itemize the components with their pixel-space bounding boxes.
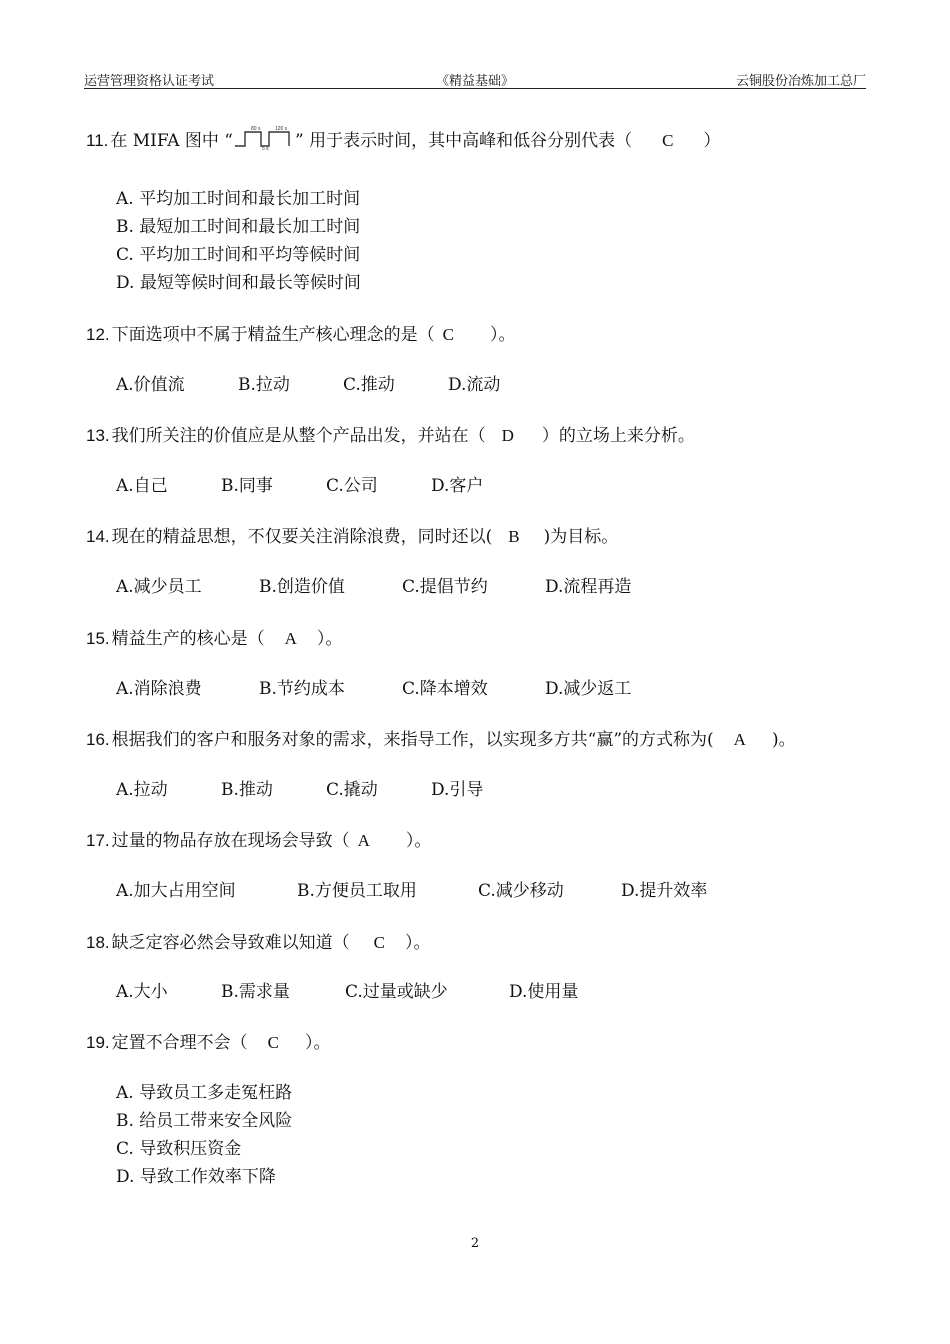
- question-12: [86, 320, 515, 345]
- question-text-after: ” 用于表示时间，其中高峰和低谷分别代表（: [295, 131, 633, 151]
- options-row: [116, 370, 500, 395]
- page-header: [84, 68, 866, 89]
- options-row: [116, 876, 707, 901]
- header-course-title: 《精益基础》: [435, 74, 514, 89]
- question-text: 根据我们的客户和服务对象的需求，来指导工作，以实现多方共“赢”的方式称为(: [111, 730, 714, 750]
- question-close: ）。: [404, 933, 431, 953]
- answer: A: [733, 730, 746, 749]
- question-15: [86, 624, 342, 649]
- option-b: B.拉动: [238, 375, 290, 395]
- answer: C: [267, 1033, 279, 1052]
- option-d: D.引导: [431, 780, 484, 800]
- option-a: A.拉动: [116, 780, 168, 800]
- options-row: [116, 674, 631, 699]
- option-b: B.推动: [221, 780, 273, 800]
- question-close: ）。: [405, 831, 432, 851]
- question-text: 缺乏定容必然会导致难以知道（: [111, 933, 350, 953]
- question-number: 16.: [86, 730, 110, 749]
- option-d: D. 导致工作效率下降: [116, 1167, 276, 1187]
- question-11: [86, 124, 720, 151]
- question-close: ）。: [489, 325, 516, 345]
- question-number: 12.: [86, 325, 110, 344]
- question-14: [86, 522, 618, 547]
- wave-label-valley: 5 s: [262, 146, 269, 150]
- question-number: 19.: [86, 1033, 110, 1052]
- option-c: C.减少移动: [478, 881, 564, 901]
- option-a: A. 平均加工时间和最长加工时间: [116, 189, 361, 209]
- question-number: 17.: [86, 831, 110, 850]
- answer: C: [662, 131, 674, 150]
- answer: B: [508, 527, 520, 546]
- option-c: C. 平均加工时间和平均等候时间: [116, 245, 361, 265]
- question-close: )。: [771, 730, 796, 750]
- option-a: A.自己: [116, 476, 168, 496]
- option-d: D.减少返工: [545, 679, 632, 699]
- time-wave-icon: [233, 124, 295, 150]
- header-organization: 云铜股份冶炼加工总厂: [735, 74, 866, 89]
- question-number: 18.: [86, 933, 110, 952]
- option-d: D. 最短等候时间和最长等候时间: [116, 273, 361, 293]
- question-close: )为目标。: [543, 527, 619, 547]
- header-exam-title: 运营管理资格认证考试: [84, 74, 215, 89]
- question-close: ）: [703, 131, 721, 151]
- option-a: A. 导致员工多走冤枉路: [116, 1083, 293, 1103]
- option-c: C.提倡节约: [402, 577, 488, 597]
- option-c: C.公司: [326, 476, 378, 496]
- option-b: B.需求量: [221, 982, 290, 1002]
- question-text-before: 在 MIFA 图中 “: [110, 131, 233, 151]
- question-text: 现在的精益思想，不仅要关注消除浪费，同时还以(: [111, 527, 493, 547]
- option-b: B.创造价值: [259, 577, 345, 597]
- option-a: A.大小: [116, 982, 168, 1002]
- option-b: B. 最短加工时间和最长加工时间: [116, 217, 361, 237]
- options-row: [116, 977, 578, 1002]
- option-d: D.使用量: [509, 982, 579, 1002]
- answer: A: [284, 629, 297, 648]
- option-c: C.推动: [343, 375, 395, 395]
- question-close: ）的立场上来分析。: [541, 426, 695, 446]
- options-row: [116, 572, 631, 597]
- question-text: 过量的物品存放在现场会导致（: [111, 831, 350, 851]
- question-text: 我们所关注的价值应是从整个产品出发，并站在（: [111, 426, 486, 446]
- option-d: D.流程再造: [545, 577, 632, 597]
- question-close: ）。: [316, 629, 343, 649]
- options-row: [116, 471, 483, 496]
- answer: C: [373, 933, 385, 952]
- options-row: [116, 775, 483, 800]
- question-text: 精益生产的核心是（: [111, 629, 265, 649]
- answer: C: [442, 325, 454, 344]
- wave-label-peak1: 80 s: [251, 126, 261, 132]
- page-number: 2: [470, 1236, 480, 1251]
- question-19: [86, 1028, 330, 1053]
- option-b: B. 给员工带来安全风险: [116, 1111, 293, 1131]
- question-number: 11.: [86, 131, 109, 150]
- question-number: 14.: [86, 527, 110, 546]
- wave-label-peak2: 120 s: [275, 126, 288, 132]
- question-close: ）。: [304, 1033, 331, 1053]
- option-a: A.消除浪费: [116, 679, 202, 699]
- option-b: B.方便员工取用: [297, 881, 417, 901]
- option-a: A.价值流: [116, 375, 185, 395]
- option-d: D.流动: [448, 375, 501, 395]
- question-text: 定置不合理不会（: [111, 1033, 248, 1053]
- option-b: B.节约成本: [259, 679, 345, 699]
- question-number: 13.: [86, 426, 110, 445]
- question-18: [86, 928, 430, 953]
- answer: A: [357, 831, 370, 850]
- option-b: B.同事: [221, 476, 273, 496]
- question-text: 下面选项中不属于精益生产核心理念的是（: [111, 325, 435, 345]
- answer: D: [501, 426, 514, 445]
- option-c: C.降本增效: [402, 679, 488, 699]
- option-d: D.提升效率: [621, 881, 708, 901]
- option-c: C. 导致积压资金: [116, 1139, 242, 1159]
- option-a: A.加大占用空间: [116, 881, 236, 901]
- option-c: C.过量或缺少: [345, 982, 448, 1002]
- option-d: D.客户: [431, 476, 484, 496]
- option-c: C.撬动: [326, 780, 378, 800]
- option-a: A.减少员工: [116, 577, 202, 597]
- question-13: [86, 421, 695, 446]
- question-17: [86, 826, 431, 851]
- question-number: 15.: [86, 629, 110, 648]
- question-16: [86, 725, 796, 750]
